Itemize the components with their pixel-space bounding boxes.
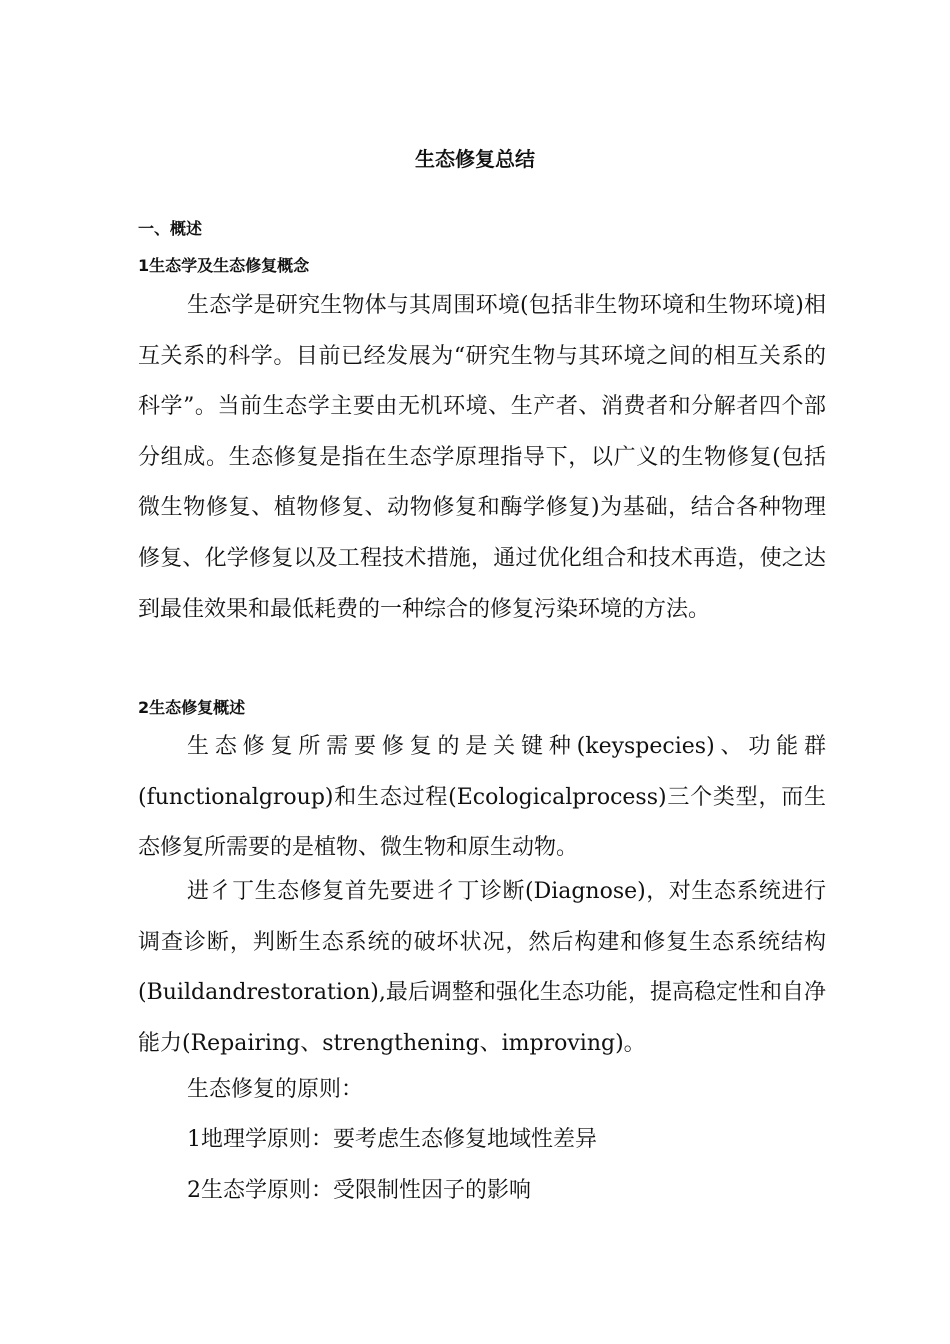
principles-intro: 生态修复的原则： [187,1077,364,1102]
paragraph-ecology-definition: 生态学是研究生物体与其周围环境(包括非生物环境和生物环境)相互关系的科学。目前已经发展为“研究生物与其环境之间的相互关系的科学”。当前生态学主要由无机环境、生产者、消费者和分解者四个部分组成。生态修复是指在生态学原理指导下，以广义的生物修复(包括微生物修复、植物修复、动物修复和酶学修复)为基础，结合各种物理修复、化学修复以及工程技术措施，通过优化组合和技术再造，使之达到最佳效果和最低耗费的一种综合的修复污染环境的方法。 [138,293,826,622]
document-title: 生态修复总结 [415,147,535,171]
subsection-heading-overview: 2生态修复概述 [138,698,246,717]
paragraph-restoration-process: 进彳丁生态修复首先要进彳丁诊断(Diagnose)，对生态系统进行调查诊断，判断生态系统的破坏状况，然后构建和修复生态系统结构(Buildandrestoration),最后调整和强化生态功能，提高稳定性和自净能力(Repairing、strengthening、improving)。 [138,879,826,1056]
paragraph-restoration-targets: 生态修复所需要修复的是关键种(keyspecies)、功能群 (functionalgroup)和生态过程(Ecologicalprocess)三个类型，而生态修复所需要的是植物、微生物和原生动物。 [138,734,826,861]
principle-item: 2生态学原则：受限制性因子的影响 [187,1178,531,1203]
principle-item: 1地理学原则：要考虑生态修复地域性差异 [187,1127,597,1152]
section-heading-overview: 一、概述 [138,219,203,238]
subsection-heading-concepts: 1生态学及生态修复概念 [138,256,310,275]
